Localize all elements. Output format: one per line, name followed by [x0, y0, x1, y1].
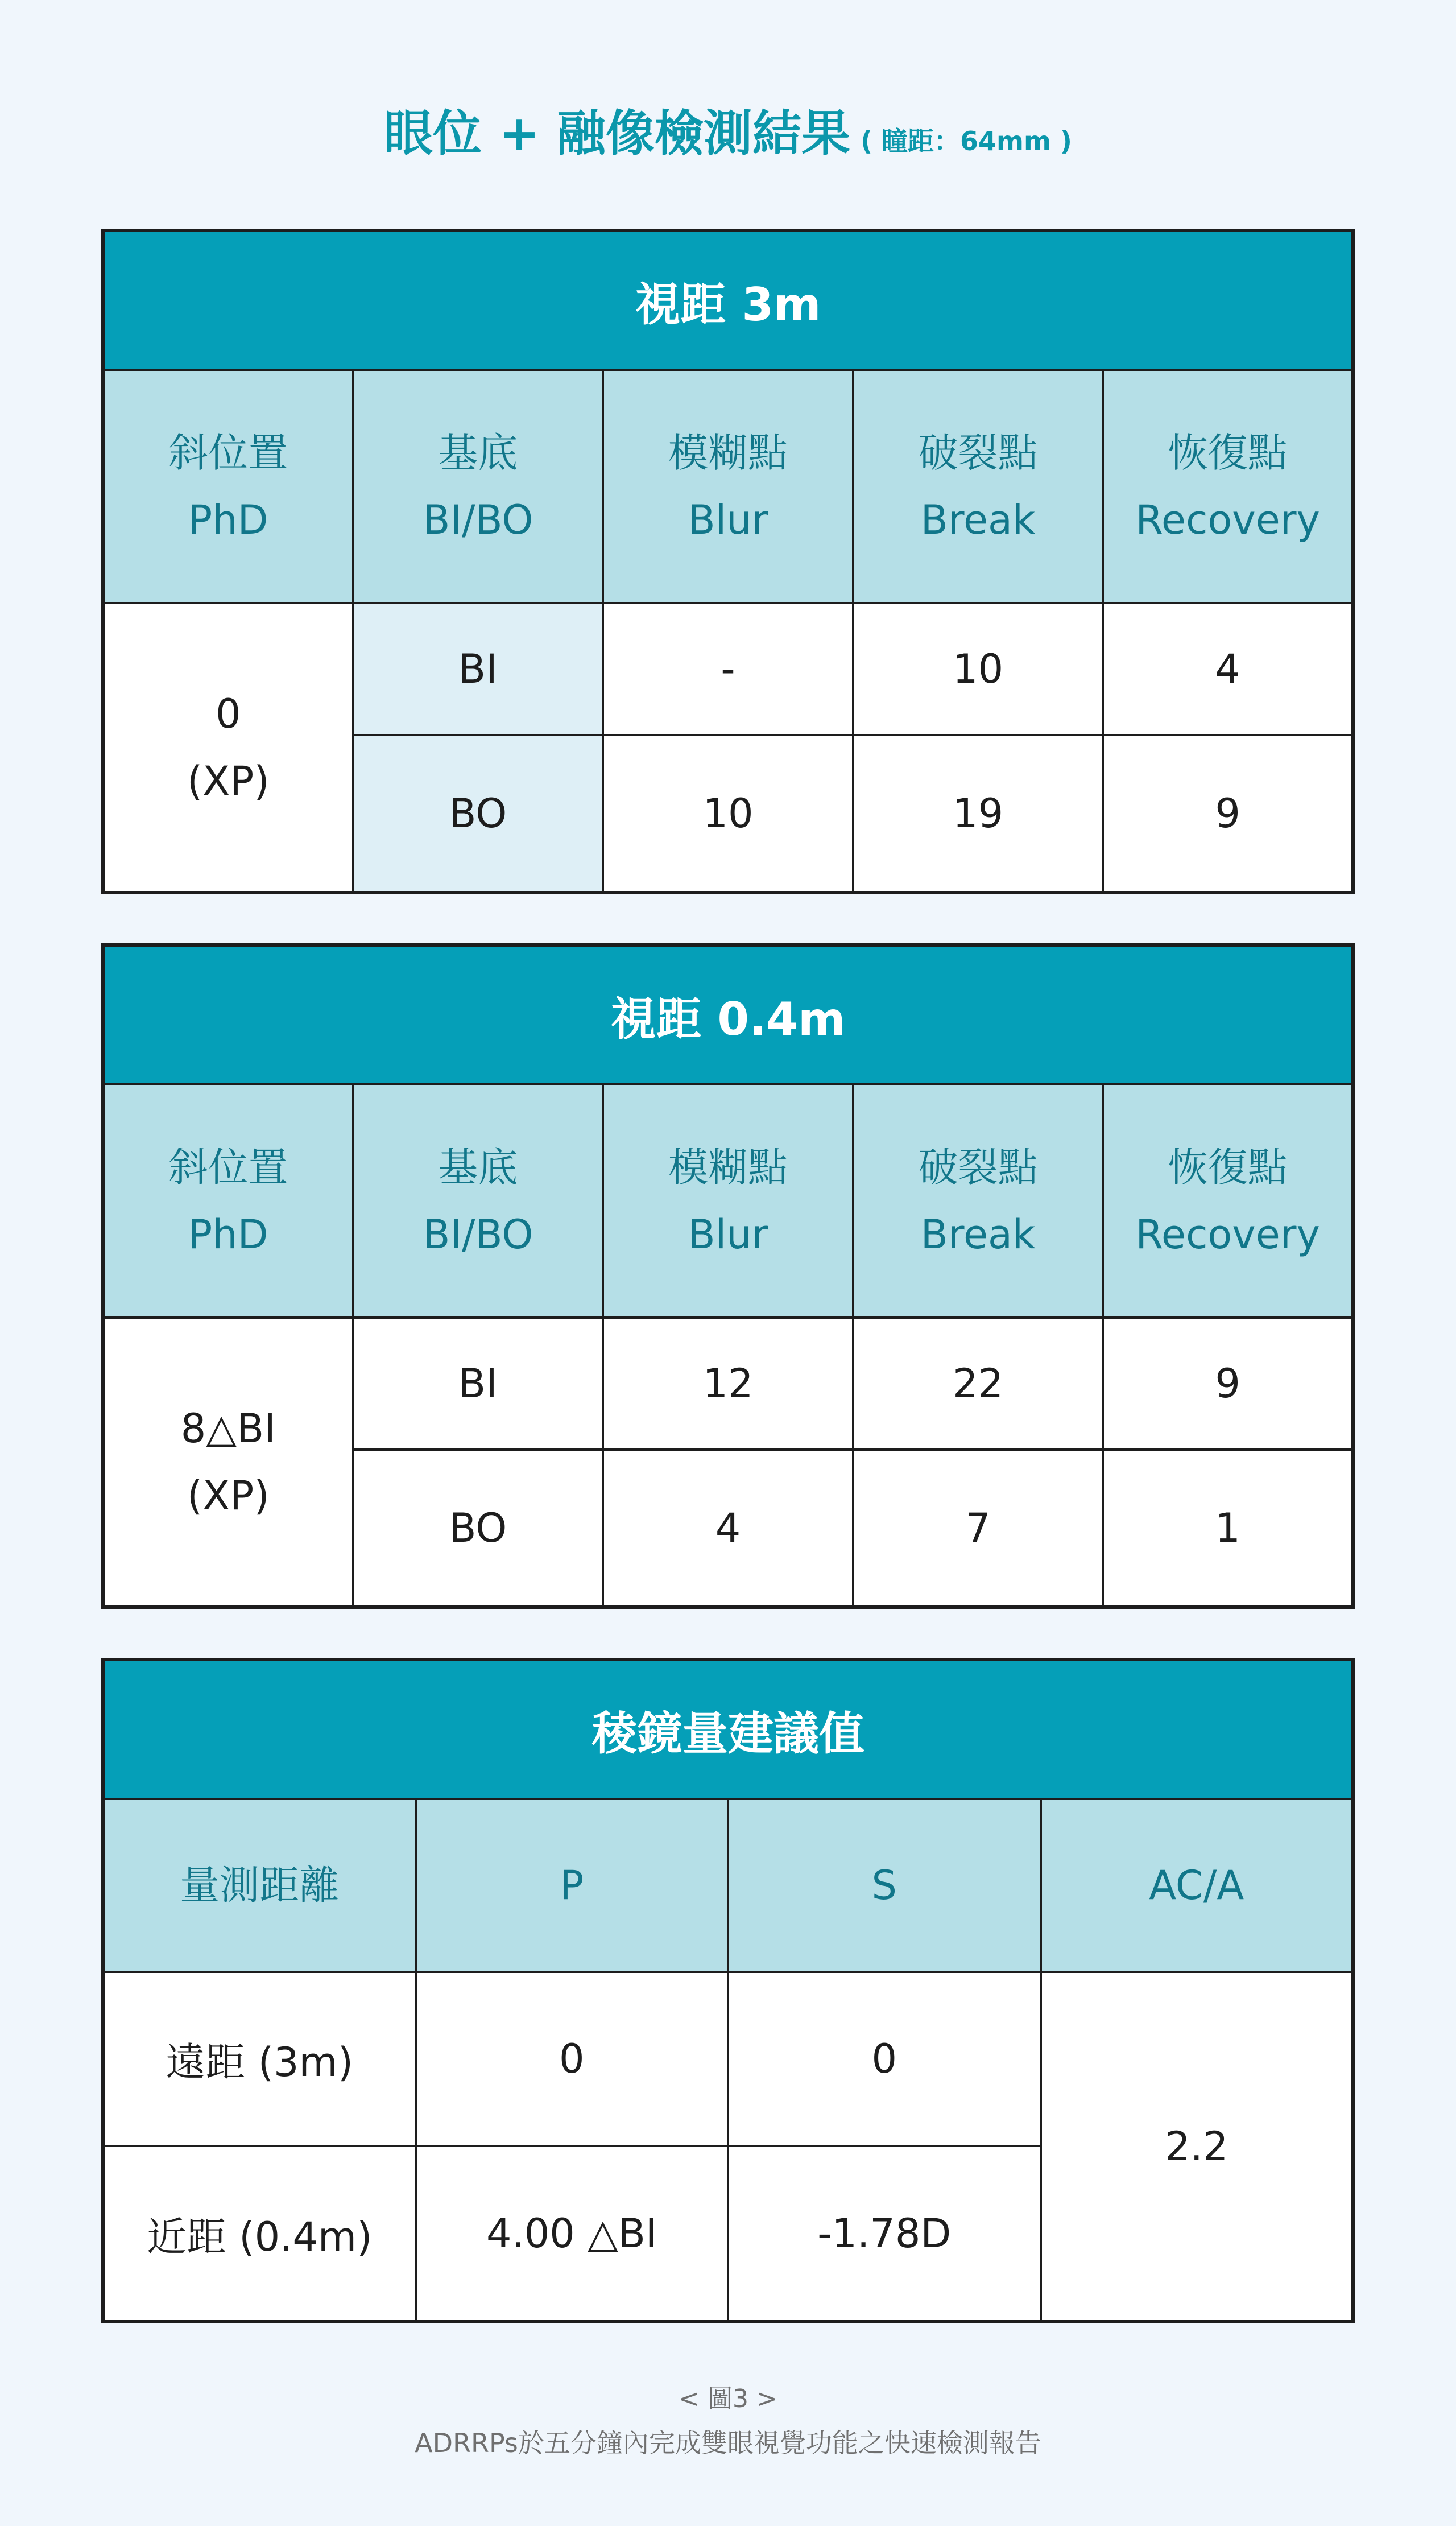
break-cell: 19 [853, 735, 1103, 893]
blur-cell: 10 [603, 735, 853, 893]
figure-label: < 圖3 > [679, 2384, 777, 2413]
table-row [103, 1318, 1353, 1450]
page-title-sub: ( 瞳距：64mm ) [861, 126, 1072, 156]
p-cell: 0 [416, 1972, 729, 2146]
phd-value: 0 (XP) [103, 603, 353, 893]
header-phd: 斜位置 PhD [103, 370, 353, 603]
base-cell: BO [353, 735, 603, 893]
s-cell: 0 [728, 1972, 1041, 2146]
recovery-cell: 9 [1103, 1318, 1353, 1450]
recovery-cell: 4 [1103, 603, 1353, 735]
table-row [103, 603, 1353, 735]
header-blur: 模糊點 Blur [603, 1084, 853, 1318]
break-cell: 7 [853, 1450, 1103, 1607]
base-cell: BI [353, 1318, 603, 1450]
header-break: 破裂點 Break [853, 1084, 1103, 1318]
table-prism-recommendation [101, 1658, 1355, 2323]
aca-cell: 2.2 [1041, 1972, 1354, 2322]
header-base: 基底 BI/BO [353, 370, 603, 603]
recovery-cell: 9 [1103, 735, 1353, 893]
base-cell: BO [353, 1450, 603, 1607]
section-title: 視距 0.4m [103, 945, 1353, 1084]
page-title-main: 眼位 + 融像檢測結果 [384, 105, 850, 162]
break-cell: 22 [853, 1318, 1103, 1450]
phd-value: 8△BI (XP) [103, 1318, 353, 1607]
blur-cell: 12 [603, 1318, 853, 1450]
header-recovery: 恢復點 Recovery [1103, 370, 1353, 603]
blur-cell: - [603, 603, 853, 735]
table-distance-3m [101, 229, 1355, 894]
header-s: S [728, 1799, 1041, 1972]
header-aca: AC/A [1041, 1799, 1354, 1972]
header-base: 基底 BI/BO [353, 1084, 603, 1318]
page-title [0, 94, 1456, 164]
recovery-cell: 1 [1103, 1450, 1353, 1607]
base-cell: BI [353, 603, 603, 735]
header-break: 破裂點 Break [853, 370, 1103, 603]
table-distance-04m [101, 943, 1355, 1609]
distance-cell: 近距 (0.4m) [103, 2146, 416, 2322]
p-cell: 4.00 △BI [416, 2146, 729, 2322]
break-cell: 10 [853, 603, 1103, 735]
header-blur: 模糊點 Blur [603, 370, 853, 603]
header-p: P [416, 1799, 729, 1972]
section-title: 視距 3m [103, 230, 1353, 370]
distance-cell: 遠距 (3m) [103, 1972, 416, 2146]
header-distance: 量測距離 [103, 1799, 416, 1972]
header-phd: 斜位置 PhD [103, 1084, 353, 1318]
section-title: 稜鏡量建議值 [103, 1660, 1353, 1799]
header-recovery: 恢復點 Recovery [1103, 1084, 1353, 1318]
table-row [103, 1972, 1353, 2146]
blur-cell: 4 [603, 1450, 853, 1607]
s-cell: -1.78D [728, 2146, 1041, 2322]
figure-caption: ADRRPs於五分鐘內完成雙眼視覺功能之快速檢測報告 [415, 2428, 1041, 2458]
